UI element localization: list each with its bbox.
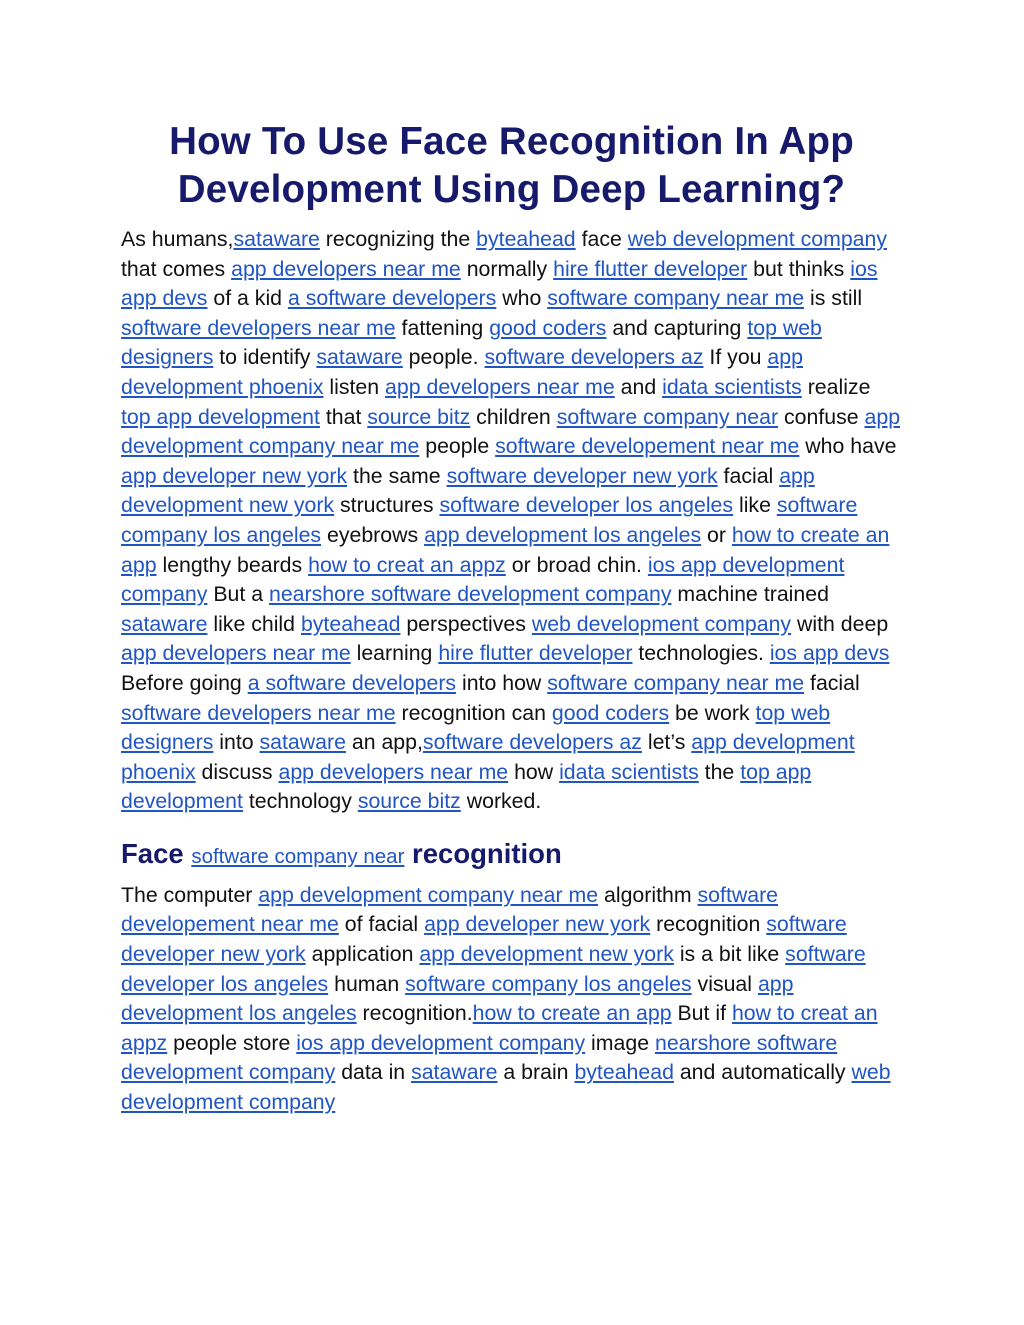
text-run: listen xyxy=(323,374,386,399)
inline-link[interactable]: how to create an app xyxy=(121,522,890,577)
inline-link[interactable]: ios app devs xyxy=(121,256,878,311)
inline-link[interactable]: app development phoenix xyxy=(121,730,855,784)
inline-link[interactable]: byteahead xyxy=(300,611,401,636)
text-run: but thinks xyxy=(747,256,851,281)
inline-link[interactable]: app development company near me xyxy=(121,404,901,459)
inline-link[interactable]: good coders xyxy=(489,315,607,340)
inline-link[interactable]: web development company xyxy=(121,1060,891,1115)
inline-link[interactable]: how to creat an appz xyxy=(121,1001,878,1055)
text-run: to identify xyxy=(213,345,317,370)
inline-link[interactable]: app developers near me xyxy=(231,256,461,281)
text-run: of facial xyxy=(338,912,425,937)
inline-link[interactable]: software company near me xyxy=(547,670,805,695)
text-run: and xyxy=(614,374,663,399)
inline-link[interactable]: nearshore software development company xyxy=(268,582,672,607)
page-title: How To Use Face Recognition In App Development Using Deep Learning? xyxy=(169,120,854,211)
text-run: algorithm xyxy=(598,882,698,907)
inline-link[interactable]: ios app devs xyxy=(769,641,890,666)
inline-link[interactable]: ios app development company xyxy=(121,552,845,607)
inline-link[interactable]: app development company near me xyxy=(258,882,599,907)
text-run: into how xyxy=(456,670,548,695)
text-run: of a kid xyxy=(207,286,288,311)
inline-link[interactable]: software company near xyxy=(191,844,405,868)
inline-link[interactable]: software developers az xyxy=(484,345,704,370)
inline-link[interactable]: app developer new york xyxy=(121,463,348,488)
text-run: technologies. xyxy=(632,641,770,666)
text-run: and automatically xyxy=(673,1060,852,1085)
inline-link[interactable]: a software developers xyxy=(287,286,497,311)
text-run: facial xyxy=(804,670,860,695)
inline-link[interactable]: sataware xyxy=(121,611,208,636)
text-run: that xyxy=(319,404,368,429)
text-run: perspectives xyxy=(400,611,532,636)
inline-link[interactable]: nearshore software development company xyxy=(121,1030,838,1085)
inline-link[interactable]: software developers az xyxy=(422,730,642,755)
text-run: human xyxy=(328,971,406,996)
text-run: that comes xyxy=(121,256,232,281)
text-run: visual xyxy=(691,971,758,996)
inline-link[interactable]: hire flutter developer xyxy=(553,256,748,281)
inline-link[interactable]: web development company xyxy=(531,611,792,636)
inline-link[interactable]: source bitz xyxy=(357,789,461,814)
inline-link[interactable]: software developer new york xyxy=(446,463,718,488)
text-run: If you xyxy=(703,345,768,370)
text-run: into xyxy=(213,730,260,755)
inline-link[interactable]: software developement near me xyxy=(121,882,779,937)
text-run: recognition. xyxy=(356,1001,473,1026)
inline-link[interactable]: a software developers xyxy=(247,670,457,695)
text-run: eyebrows xyxy=(321,522,425,547)
inline-link[interactable]: byteahead xyxy=(476,227,576,251)
text-run: recognition can xyxy=(395,700,552,725)
inline-link[interactable]: app development los angeles xyxy=(121,971,794,1026)
text-run: like xyxy=(733,493,777,518)
text-run: people xyxy=(419,434,496,459)
inline-link[interactable]: top app development xyxy=(121,404,320,429)
text-run: recognition xyxy=(650,912,767,937)
text-run: But if xyxy=(671,1001,732,1026)
inline-link[interactable]: idata scientists xyxy=(662,374,802,399)
text-run: and capturing xyxy=(606,315,748,340)
inline-link[interactable]: idata scientists xyxy=(559,759,699,784)
inline-link[interactable]: app developer new york xyxy=(424,912,651,937)
inline-link[interactable]: software developer new york xyxy=(121,912,847,967)
text-run: children xyxy=(470,404,557,429)
inline-link[interactable]: sataware xyxy=(259,730,346,755)
text-run: fattening xyxy=(395,315,490,340)
inline-link[interactable]: hire flutter developer xyxy=(438,641,633,666)
inline-link[interactable]: app developers near me xyxy=(278,759,509,784)
inline-link[interactable]: web development company xyxy=(627,227,888,251)
inline-link[interactable]: software company los angeles xyxy=(405,971,692,996)
text-run: an app, xyxy=(345,730,423,755)
inline-link[interactable]: byteahead xyxy=(574,1060,674,1085)
section-heading-face-recognition xyxy=(121,837,902,874)
face-recognition-paragraph xyxy=(121,881,902,1118)
text-run: be work xyxy=(669,700,756,725)
text-run: data in xyxy=(335,1060,412,1085)
text-run: who have xyxy=(799,434,897,459)
text-run: or broad chin. xyxy=(505,552,648,577)
text-run: the same xyxy=(347,463,447,488)
inline-link[interactable]: software developement near me xyxy=(495,434,800,459)
text-run: normally xyxy=(460,256,554,281)
text-run: lengthy beards xyxy=(156,552,309,577)
inline-link[interactable]: top web designers xyxy=(121,700,831,755)
inline-link[interactable]: app developers near me xyxy=(385,374,615,399)
inline-link[interactable]: how to creat an appz xyxy=(308,552,506,577)
intro-paragraph xyxy=(121,225,902,817)
inline-link[interactable]: source bitz xyxy=(367,404,471,429)
text-run: let’s xyxy=(641,730,692,755)
text-run: The computer xyxy=(121,882,259,907)
text-run: is a bit like xyxy=(673,942,786,967)
text-run: like child xyxy=(207,611,301,636)
inline-link[interactable]: app development los angeles xyxy=(424,522,702,547)
inline-link[interactable]: how to create an app xyxy=(472,1001,672,1026)
text-run: or xyxy=(701,522,732,547)
text-run: who xyxy=(496,286,548,311)
text-run: structures xyxy=(334,493,440,518)
inline-link[interactable]: software developer los angeles xyxy=(439,493,734,518)
text-run: As humans, xyxy=(121,227,234,251)
text-run: But a xyxy=(207,582,269,607)
text-run: a brain xyxy=(497,1060,575,1085)
text-run: is still xyxy=(804,286,863,311)
text-run: facial xyxy=(717,463,780,488)
inline-link[interactable]: app development phoenix xyxy=(121,345,803,399)
text-run: worked. xyxy=(460,789,542,814)
inline-link[interactable]: app developers near me xyxy=(121,641,351,666)
inline-link[interactable]: software company near xyxy=(556,404,779,429)
inline-link[interactable]: app development new york xyxy=(419,942,674,967)
inline-link[interactable]: software developer los angeles xyxy=(121,942,866,996)
text-run: recognition xyxy=(404,837,562,869)
inline-link[interactable]: software company los angeles xyxy=(121,493,858,547)
text-run: application xyxy=(305,942,420,967)
text-run: image xyxy=(585,1030,655,1055)
inline-link[interactable]: sataware xyxy=(316,345,403,370)
inline-link[interactable]: top app development xyxy=(121,759,812,814)
text-run: with deep xyxy=(791,611,889,636)
text-run: Before going xyxy=(121,670,248,695)
text-run: how xyxy=(508,759,560,784)
inline-link[interactable]: ios app development company xyxy=(296,1030,586,1055)
text-run: confuse xyxy=(778,404,865,429)
text-run: machine trained xyxy=(671,582,829,607)
text-run: face xyxy=(575,227,628,251)
text-run: Face xyxy=(121,837,192,869)
text-run: people store xyxy=(167,1030,297,1055)
inline-link[interactable]: sataware xyxy=(411,1060,498,1085)
text-run: realize xyxy=(801,374,871,399)
text-run: discuss xyxy=(195,759,279,784)
text-run: the xyxy=(698,759,741,784)
inline-link[interactable]: top web designers xyxy=(121,315,822,370)
inline-link[interactable]: good coders xyxy=(551,700,670,725)
text-run: recognizing the xyxy=(319,227,477,251)
inline-link[interactable]: software company near me xyxy=(547,286,805,311)
inline-link[interactable]: software developers near me xyxy=(121,315,396,340)
text-run: learning xyxy=(350,641,439,666)
inline-link[interactable]: software developers near me xyxy=(121,700,396,725)
text-run: technology xyxy=(242,789,358,814)
inline-link[interactable]: app development new york xyxy=(121,463,815,518)
text-run: people. xyxy=(402,345,485,370)
inline-link[interactable]: sataware xyxy=(233,227,320,251)
